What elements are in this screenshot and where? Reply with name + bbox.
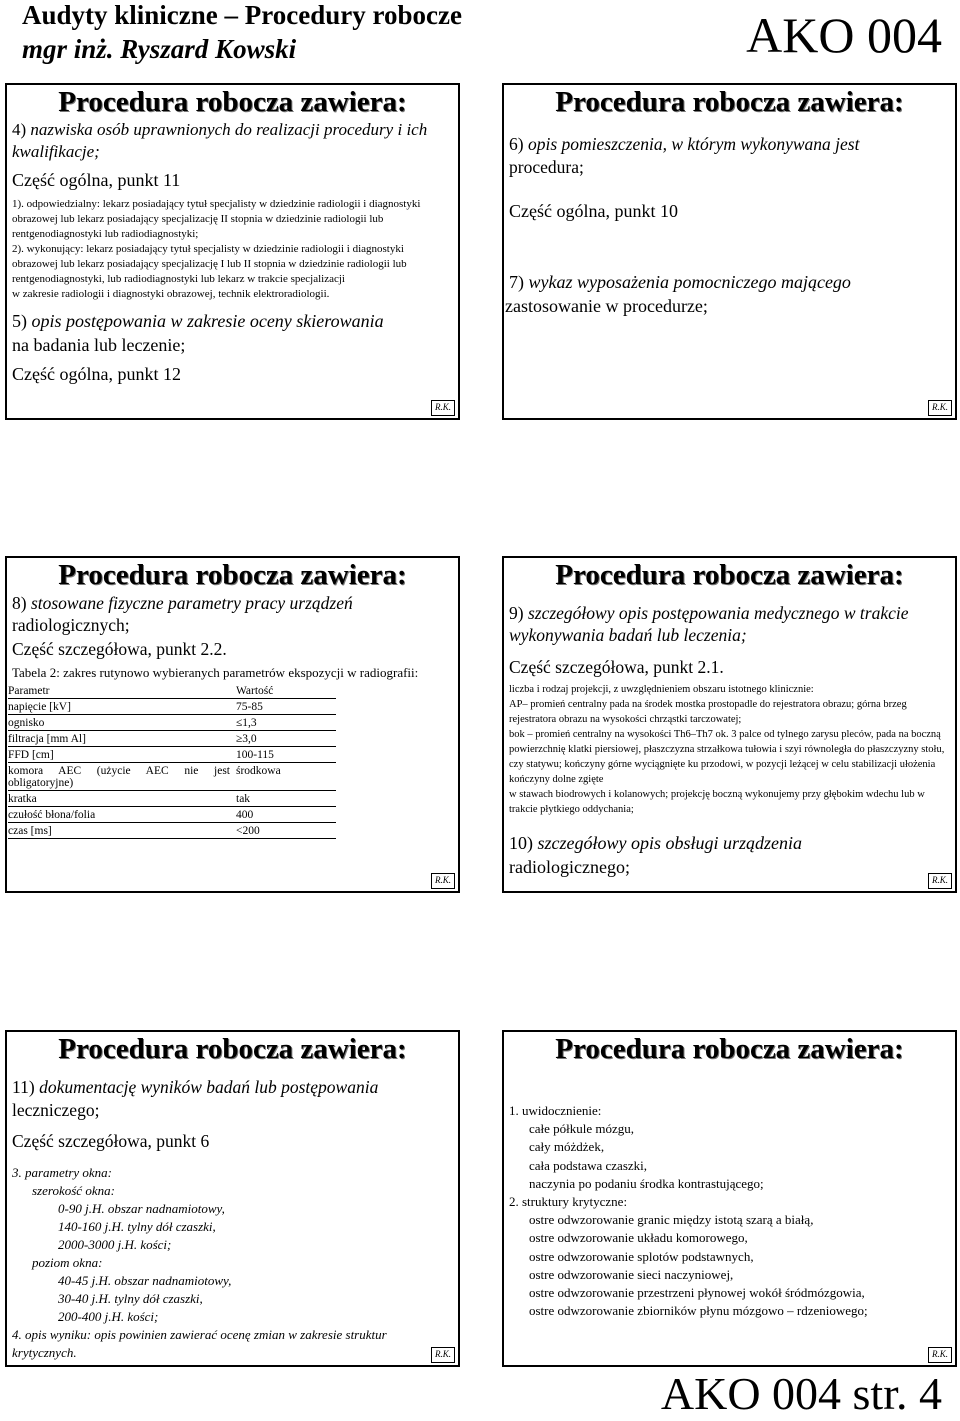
- parameters-table: [8, 683, 336, 839]
- item-text: szczegółowy opis obsługi urządzenia: [537, 833, 803, 853]
- item-number: 11): [12, 1077, 35, 1097]
- section-reference: Część ogólna, punkt 10: [509, 201, 678, 221]
- item-text-continued: radiologicznego;: [509, 857, 630, 877]
- table-row: [8, 731, 336, 747]
- table-row: [8, 747, 336, 763]
- author-logo: R.K.: [431, 400, 455, 416]
- page-footer: AKO 004 str. 4: [660, 1368, 942, 1419]
- table-row: [8, 715, 336, 731]
- item-text: wykaz wyposażenia pomocniczego mającego: [528, 272, 851, 292]
- param-value: ≤1,3: [236, 715, 336, 731]
- section-reference: Część ogólna, punkt 12: [12, 364, 181, 384]
- visualization-line: cały móżdżek,: [529, 1139, 605, 1155]
- slide-2: [502, 83, 957, 420]
- slide-1: [5, 83, 460, 420]
- table-row: [8, 807, 336, 823]
- item-text: stosowane fizyczne parametry pracy urządzeń: [30, 593, 353, 613]
- item-number: 4): [12, 120, 27, 139]
- section-reference: Część szczegółowa, punkt 6: [12, 1131, 210, 1151]
- window-params-title: 3. parametry okna:: [12, 1165, 113, 1180]
- section-reference: Część szczegółowa, punkt 2.1.: [509, 657, 724, 677]
- visualization-line: naczynia po podaniu środka kontrastującego;: [529, 1175, 764, 1191]
- visualization-line: cała podstawa czaszki,: [529, 1157, 648, 1173]
- slide-6: [502, 1030, 957, 1367]
- table-row: [8, 823, 336, 839]
- param-value: środkowa: [236, 763, 336, 791]
- author-logo: R.K.: [431, 1347, 455, 1363]
- item-text: szczegółowy opis postępowania medycznego w trakcie wykonywania badań lub leczenia;: [509, 603, 909, 645]
- param-value: 75-85: [236, 699, 336, 715]
- projection-detail: liczba i rodzaj projekcji, z uwzględnieniem obszaru istotnego klinicznie:: [509, 684, 814, 695]
- author-logo: R.K.: [431, 873, 455, 889]
- param-value: <200: [236, 823, 336, 839]
- param-value: 400: [236, 807, 336, 823]
- header-value: Wartość: [236, 683, 336, 699]
- slide-title: Procedura robocza zawiera:: [555, 559, 904, 591]
- critical-structure-line: ostre odwzorowanie sieci naczyniowej,: [529, 1266, 734, 1282]
- window-level-title: poziom okna:: [32, 1255, 103, 1270]
- param-name: komora AEC (użycie AEC nie jest obligatoryjne): [8, 763, 236, 791]
- projection-detail: bok – promień centralny na wysokości Th6–Th7 ok. 3 palce od tylnego zarysu pleców, pada na boczną powierzchnię klatki piersiowej, płaszczyzna strzałkowa tułowia i szyi równoległa do płaszczyzny stołu, czy statywu; kończyny górne wyciągnięte ku przodowi, w pozycji leżącej w celu stabilizacji ułożenia kończyny dolne zgięte: [509, 729, 945, 785]
- item-text: opis pomieszczenia, w którym wykonywana jest: [527, 134, 860, 154]
- slide-3: [5, 556, 460, 893]
- item-number: 5): [12, 311, 27, 331]
- table-row: [8, 763, 336, 791]
- section-reference: Część szczegółowa, punkt 2.2.: [12, 639, 227, 659]
- window-level-line: 40-45 j.H. obszar nadnamiotowy,: [58, 1273, 232, 1288]
- projection-detail: AP– promień centralny pada na środek mostka prostopadle do rejestratora obrazu; górna brzeg rejestratora obrazu na wysokości chrząstki tarczowatej;: [509, 699, 907, 725]
- item-number: 9): [509, 603, 524, 623]
- param-name: napięcie [kV]: [8, 699, 236, 715]
- window-width-title: szerokość okna:: [32, 1183, 115, 1198]
- section-reference: Część ogólna, punkt 11: [12, 170, 181, 190]
- table-row: [8, 699, 336, 715]
- slide-title: Procedura robocza zawiera:: [58, 559, 407, 591]
- item-text-continued: zastosowanie w procedurze;: [505, 296, 708, 316]
- window-level-line: 200-400 j.H. kości;: [58, 1309, 159, 1324]
- item-text-continued: na badania lub leczenie;: [12, 335, 186, 355]
- table-row: [8, 791, 336, 807]
- critical-structure-line: ostre odwzorowanie granic między istotą szarą a białą,: [529, 1212, 814, 1228]
- table-caption: Tabela 2: zakres rutynowo wybieranych parametrów ekspozycji w radiografii:: [12, 665, 419, 680]
- qualification-detail: 2). wykonujący: lekarz posiadający tytuł specjalisty w dziedzinie radiologii i diagnostyki obrazowej lub lekarz posiadający specjalizację I lub II stopnia w dziedzinie radiologii lub rentgenodiagnostyki, lub radiodiagnostyki lub lekarz w trakcie specjalizacji: [12, 243, 407, 285]
- param-name: kratka: [8, 791, 236, 807]
- author-logo: R.K.: [928, 873, 952, 889]
- header-parameter: Parametr: [8, 683, 236, 699]
- critical-structure-line: ostre odwzorowanie przestrzeni płynowej wokół śródmózgowia,: [529, 1285, 865, 1301]
- visualization-title: 1. uwidocznienie:: [509, 1103, 602, 1118]
- critical-structures-title: 2. struktury krytyczne:: [509, 1194, 628, 1210]
- slide-title: Procedura robocza zawiera:: [555, 86, 904, 118]
- slide-4: [502, 556, 957, 893]
- param-name: FFD [cm]: [8, 747, 236, 763]
- author-logo: R.K.: [928, 400, 952, 416]
- slide-title: Procedura robocza zawiera:: [58, 86, 407, 118]
- item-text-continued: leczniczego;: [12, 1100, 100, 1120]
- param-name: ognisko: [8, 715, 236, 731]
- item-number: 6): [509, 134, 524, 154]
- window-width-line: 140-160 j.H. tylny dół czaszki,: [58, 1219, 216, 1234]
- item-number: 8): [12, 593, 27, 613]
- critical-structure-line: ostre odwzorowanie splotów podstawnych,: [529, 1248, 754, 1264]
- critical-structure-line: ostre odwzorowanie zbiorników płynu mózgowo – rdzeniowego;: [529, 1303, 868, 1319]
- result-description: 4. opis wyniku: opis powinien zawierać ocenę zmian w zakresie struktur krytycznych.: [12, 1327, 387, 1360]
- author-logo: R.K.: [928, 1347, 952, 1363]
- slide-title: Procedura robocza zawiera:: [58, 1033, 407, 1065]
- table-header: [8, 683, 336, 699]
- param-name: czułość błona/folia: [8, 807, 236, 823]
- param-name: filtracja [mm Al]: [8, 731, 236, 747]
- item-text: dokumentację wyników badań lub postępowania: [39, 1077, 379, 1097]
- qualification-detail: w zakresie radiologii i diagnostyki obrazowej, technik elektroradiologii.: [12, 288, 330, 300]
- slide-title: Procedura robocza zawiera:: [555, 1033, 904, 1065]
- item-text: nazwiska osób uprawnionych do realizacji procedury i ich kwalifikacje;: [12, 120, 428, 161]
- item-text: opis postępowania w zakresie oceny skierowania: [31, 311, 384, 331]
- item-number: 7): [509, 272, 524, 292]
- param-value: tak: [236, 791, 336, 807]
- window-width-line: 2000-3000 j.H. kości;: [58, 1237, 172, 1252]
- window-width-line: 0-90 j.H. obszar nadnamiotowy,: [58, 1201, 225, 1216]
- document-title: Audyty kliniczne – Procedury robocze: [22, 0, 462, 30]
- qualification-detail: 1). odpowiedzialny: lekarz posiadający tytuł specjalisty w dziedzinie radiologii i diagnostyki obrazowej lub lekarz posiadający specjalizację II stopnia w dziedzinie radiologii lub rentgenodiagnostyki lub radiodiagnostyki;: [12, 198, 421, 240]
- item-text-continued: procedura;: [509, 157, 584, 177]
- param-name: czas [ms]: [8, 823, 236, 839]
- param-value: 100-115: [236, 747, 336, 763]
- slide-5: [5, 1030, 460, 1367]
- projection-detail: w stawach biodrowych i kolanowych; projekcję boczną wykonujemy przy głębokim wdechu lub w trakcie płytkiego oddychania;: [509, 789, 925, 815]
- critical-structure-line: ostre odwzorowanie układu komorowego,: [529, 1230, 748, 1246]
- item-text-continued: radiologicznych;: [12, 615, 130, 635]
- document-code: AKO 004: [746, 7, 942, 63]
- visualization-line: całe półkule mózgu,: [529, 1121, 635, 1137]
- window-level-line: 30-40 j.H. tylny dół czaszki,: [58, 1291, 203, 1306]
- document-author: mgr inż. Ryszard Kowski: [22, 34, 297, 64]
- item-number: 10): [509, 833, 533, 853]
- param-value: ≥3,0: [236, 731, 336, 747]
